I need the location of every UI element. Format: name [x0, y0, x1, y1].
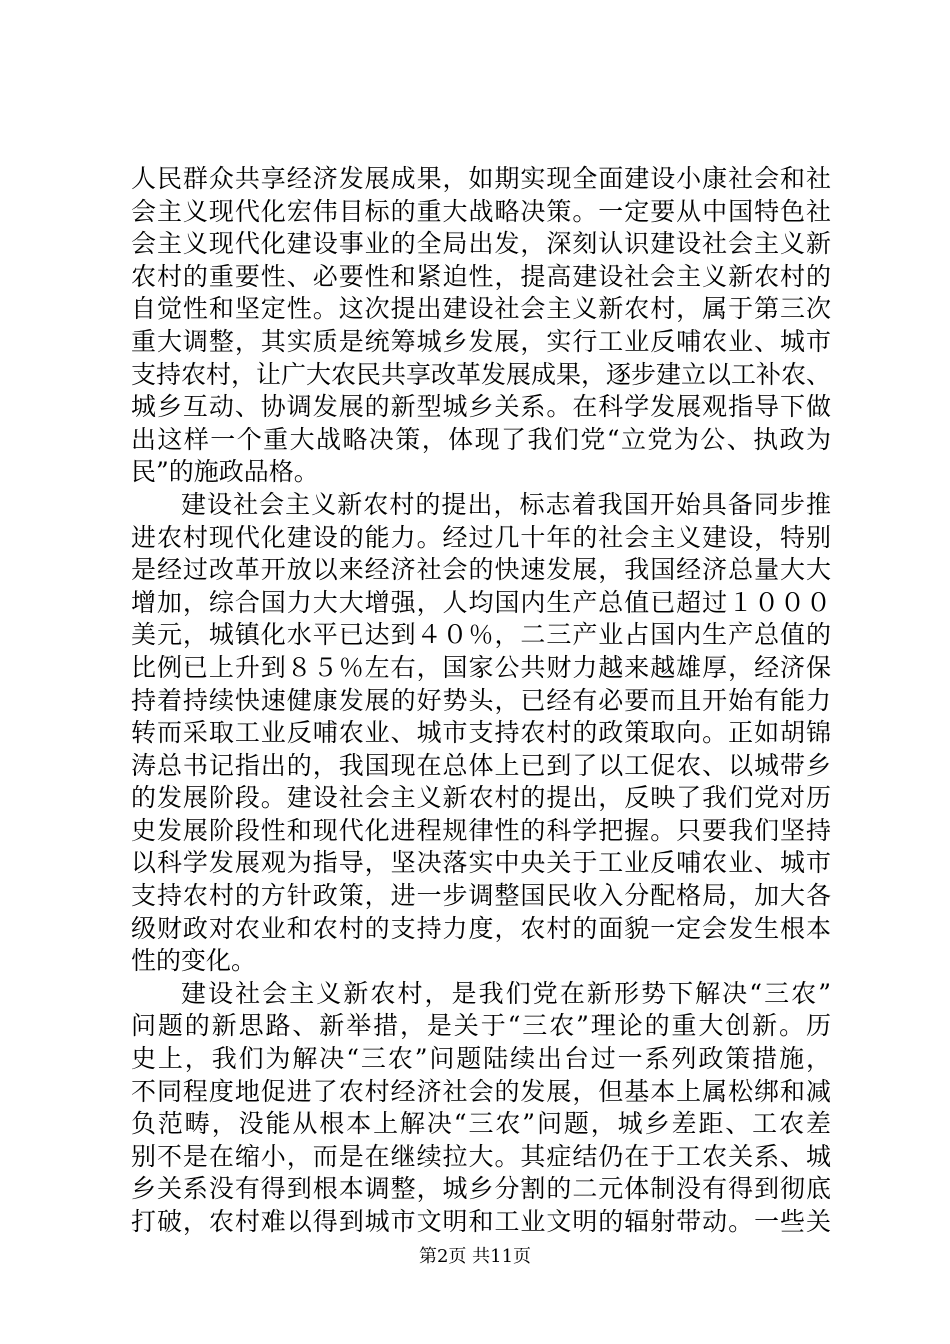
text-line: 城乡互动、协调发展的新型城乡关系。在科学发展观指导下做 [131, 392, 831, 422]
text-line: 农村的重要性、必要性和紧迫性，提高建设社会主义新农村的 [131, 261, 831, 291]
text-line: 是经过改革开放以来经济社会的快速发展，我国经济总量大大 [131, 555, 831, 585]
text-line: 民”的施政品格。 [131, 457, 319, 487]
text-line: 支持农村，让广大农民共享改革发展成果，逐步建立以工补农、 [131, 359, 832, 389]
text-line: 建设社会主义新农村的提出，标志着我国开始具备同步推 [181, 489, 831, 519]
text-line: 问题的新思路、新举措，是关于“三农”理论的重大创新。历 [131, 1011, 831, 1041]
text-line: 史发展阶段性和现代化进程规律性的科学把握。只要我们坚持 [131, 815, 831, 845]
text-line: 会主义现代化建设事业的全局出发，深刻认识建设社会主义新 [131, 229, 831, 259]
text-line: 会主义现代化宏伟目标的重大战略决策。一定要从中国特色社 [131, 196, 831, 226]
text-line: 支持农村的方针政策，进一步调整国民收入分配格局，加大各 [131, 881, 831, 911]
text-line: 出这样一个重大战略决策，体现了我们党“立党为公、执政为 [131, 424, 831, 454]
text-line: 不同程度地促进了农村经济社会的发展，但基本上属松绑和减 [131, 1076, 831, 1106]
text-line: 持着持续快速健康发展的好势头，已经有必要而且开始有能力 [131, 685, 831, 715]
text-line: 转而采取工业反哺农业、城市支持农村的政策取向。正如胡锦 [131, 718, 831, 748]
text-line: 以科学发展观为指导，坚决落实中央关于工业反哺农业、城市 [131, 848, 831, 878]
text-line: 人民群众共享经济发展成果，如期实现全面建设小康社会和社 [131, 164, 831, 193]
text-line: 进农村现代化建设的能力。经过几十年的社会主义建设，特别 [131, 522, 831, 552]
text-line: 比例已上升到８５％左右，国家公共财力越来越雄厚，经济保 [131, 652, 831, 682]
page-footer: 第2页 共11页 [418, 1246, 532, 1267]
text-line: 乡关系没有得到根本调整，城乡分割的二元体制没有得到彻底 [131, 1174, 831, 1204]
text-line: 的发展阶段。建设社会主义新农村的提出，反映了我们党对历 [131, 783, 831, 813]
text-line: 负范畴，没能从根本上解决“三农”问题，城乡差距、工农差 [131, 1109, 831, 1139]
text-line: 打破，农村难以得到城市文明和工业文明的辐射带动。一些关 [131, 1207, 831, 1236]
text-line: 性的变化。 [131, 946, 257, 976]
text-line: 自觉性和坚定性。这次提出建设社会主义新农村，属于第三次 [131, 294, 831, 324]
text-line: 级财政对农业和农村的支持力度，农村的面貌一定会发生根本 [131, 913, 831, 943]
text-line: 建设社会主义新农村，是我们党在新形势下解决“三农” [181, 978, 831, 1008]
text-line: 重大调整，其实质是统筹城乡发展，实行工业反哺农业、城市 [131, 326, 831, 356]
text-line: 增加，综合国力大大增强，人均国内生产总值已超过１０００ [131, 587, 831, 617]
text-line: 史上，我们为解决“三农”问题陆续出台过一系列政策措施， [131, 1044, 831, 1074]
body-text [131, 163, 831, 1239]
text-line: 别不是在缩小，而是在继续拉大。其症结仍在于工农关系、城 [131, 1141, 831, 1171]
text-line: 涛总书记指出的，我国现在总体上已到了以工促农、以城带乡 [131, 750, 831, 780]
text-line: 美元，城镇化水平已达到４０％，二三产业占国内生产总值的 [131, 620, 831, 650]
